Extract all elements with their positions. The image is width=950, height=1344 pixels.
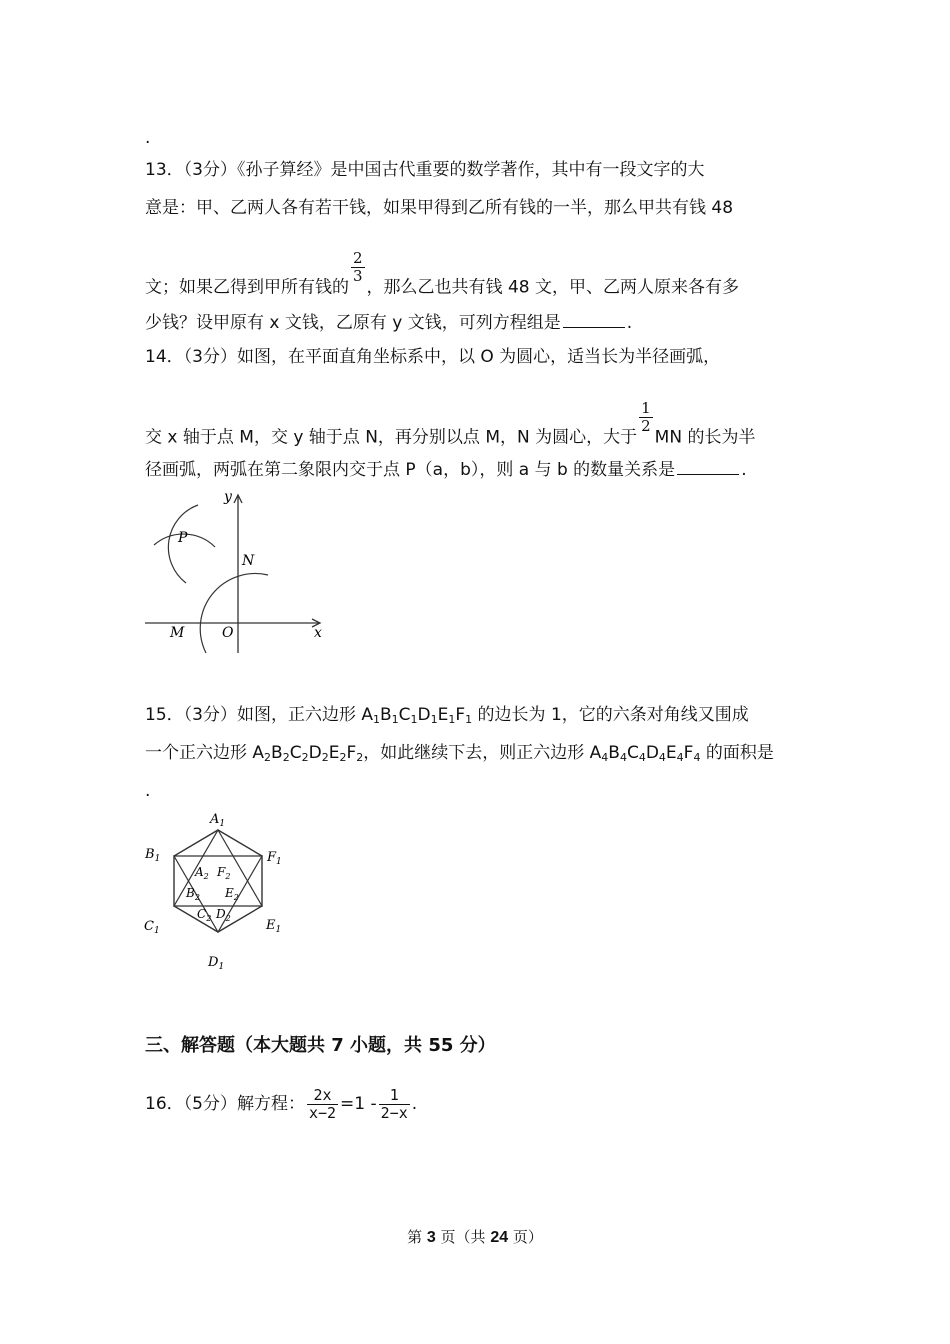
label-c1: $C_1$ (144, 919, 160, 936)
q14-line-3-text: 径画弧，两弧在第二象限内交于点 P（a，b），则 a 与 b 的数量关系是 (145, 460, 676, 480)
q15-l2-c: C (289, 743, 302, 763)
q15-line-1 (145, 705, 749, 730)
q13-line-3-text-b: ，那么乙也共有钱 48 文，甲、乙两人原来各有多 (366, 277, 739, 298)
q15-l2-g: ，如此继续下去，则正六边形 A (363, 743, 602, 763)
q15-l2-sub: 4 (693, 751, 701, 764)
q14-frac-num: 1 (641, 399, 651, 417)
q15-l2-f: F (346, 743, 357, 763)
q16-f2-den: 2−x (380, 1103, 408, 1122)
q14-coordinate-figure (140, 485, 340, 660)
label-n: N (242, 553, 255, 569)
q15-l2-sub: 2 (282, 751, 290, 764)
label-m: M (170, 625, 185, 641)
footer-total-pages: 24 (490, 1229, 509, 1246)
q14-fraction (639, 400, 653, 435)
q14-answer-blank[interactable] (677, 458, 739, 475)
label-e1: $E_1$ (266, 918, 282, 935)
q13-line-3-text-a: 文；如果乙得到甲所有钱的 (145, 277, 349, 298)
q15-l2-sub: 2 (339, 751, 347, 764)
q16-fraction-2 (379, 1087, 410, 1122)
q14-line-2 (145, 399, 756, 455)
q13-frac-num: 2 (353, 249, 363, 267)
q15-l2-l: F (683, 743, 694, 763)
page-footer (0, 1226, 950, 1247)
footer-post: 页） (508, 1228, 543, 1246)
q14-line-1: 14．（3分）如图，在平面直角坐标系中，以 O 为圆心，适当长为半径画弧， (145, 347, 721, 367)
label-y: y (224, 489, 232, 505)
label-b2: $B_2$ (186, 886, 200, 902)
q15-l2-sub: 2 (356, 751, 364, 764)
q15-l2-sub: 2 (321, 751, 329, 764)
q15-l2-k: E (665, 743, 677, 763)
label-a1: $A_1$ (210, 812, 226, 829)
label-x: x (314, 625, 322, 641)
q15-l2-sub: 4 (601, 751, 609, 764)
q14-frac-den: 2 (641, 417, 651, 435)
q14-line-3-end: . (741, 460, 747, 480)
label-o: O (222, 625, 234, 641)
q13-line-1: 13．（3分）《孙子算经》是中国古代重要的数学著作，其中有一段文字的大 (145, 160, 705, 180)
q14-line-3 (145, 458, 747, 480)
q16-lead: 16．（5分）解方程： (145, 1094, 305, 1114)
q15-l1-g: 的边长为 1，它的六条对角线又围成 (472, 705, 749, 725)
q14-line-2-text-b: MN 的长为半 (654, 427, 756, 448)
q15-l1-sub: 1 (448, 713, 456, 726)
q13-line-2: 意是：甲、乙两人各有若干钱，如果甲得到乙所有钱的一半，那么甲共有钱 48 (145, 198, 734, 218)
q16-f1-num: 2x (307, 1087, 338, 1105)
q15-l2-j: D (645, 743, 659, 763)
arc-centered-o (200, 573, 268, 653)
lead-dot: . (145, 128, 151, 148)
label-p: P (178, 530, 188, 546)
q15-l1-c: C (398, 705, 411, 725)
q15-l1-sub: 1 (391, 713, 399, 726)
q15-l1-b: B (379, 705, 392, 725)
label-b1: $B_1$ (145, 847, 161, 864)
q13-answer-blank[interactable] (563, 311, 625, 328)
q13-line-4-end: . (626, 313, 633, 333)
q13-fraction (351, 250, 365, 285)
q15-l1-f: F (455, 705, 466, 725)
q13-line-4-text: 少钱？设甲原有 x 文钱，乙原有 y 文钱，可列方程组是 (145, 313, 561, 333)
q13-line-3 (145, 249, 739, 305)
q15-line-3: . (145, 781, 151, 801)
label-e2: $E_2$ (225, 886, 239, 902)
q15-l1-a: 15．（3分）如图，正六边形 A (145, 705, 373, 725)
label-f1: $F_1$ (267, 850, 282, 867)
q13-line-4 (145, 311, 632, 333)
q15-l2-sub: 4 (619, 751, 627, 764)
q15-line-2 (145, 743, 774, 768)
q15-l1-sub: 1 (430, 713, 438, 726)
q15-l1-sub: 1 (410, 713, 418, 726)
section-3-heading: 三、解答题（本大题共 7 小题，共 55 分） (145, 1035, 496, 1056)
q15-l1-sub: 1 (372, 713, 380, 726)
label-c2: $C_2$ (197, 907, 212, 923)
q16-f2-num: 1 (379, 1087, 410, 1105)
q15-l2-i: C (626, 743, 639, 763)
q16-fraction-1 (307, 1087, 338, 1122)
q16-f1-den: x−2 (308, 1103, 337, 1122)
q16-end: . (411, 1094, 418, 1114)
label-d1: $D_1$ (208, 955, 225, 972)
q14-line-2-text-a: 交 x 轴于点 M，交 y 轴于点 N，再分别以点 M，N 为圆心，大于 (145, 427, 638, 448)
q15-l1-sub: 1 (465, 713, 473, 726)
label-a2: $A_2$ (195, 865, 209, 881)
footer-mid: 页（共 (435, 1228, 491, 1246)
q15-l2-sub: 2 (264, 751, 272, 764)
q15-l2-a: 一个正六边形 A (145, 743, 265, 763)
q15-l1-e: E (437, 705, 449, 725)
q15-l2-m: 的面积是 (700, 743, 774, 763)
question-16 (145, 1086, 417, 1122)
footer-page-number: 3 (426, 1229, 436, 1246)
q15-l2-sub: 4 (658, 751, 666, 764)
q15-hexagon-figure (140, 808, 300, 978)
q16-mid: =1 - (340, 1094, 377, 1114)
q15-l2-b: B (271, 743, 283, 763)
outer-vertex-labels (144, 812, 282, 972)
footer-pre: 第 (407, 1228, 427, 1246)
q13-frac-den: 3 (353, 267, 363, 285)
q15-l2-sub: 2 (301, 751, 309, 764)
q15-l2-sub: 4 (638, 751, 646, 764)
label-d2: $D_2$ (216, 907, 231, 923)
q15-l2-d: D (308, 743, 322, 763)
q15-l1-d: D (417, 705, 431, 725)
q15-l2-sub: 4 (676, 751, 684, 764)
q15-l2-h: B (608, 743, 620, 763)
label-f2: $F_2$ (217, 865, 231, 881)
q15-l2-e: E (328, 743, 340, 763)
